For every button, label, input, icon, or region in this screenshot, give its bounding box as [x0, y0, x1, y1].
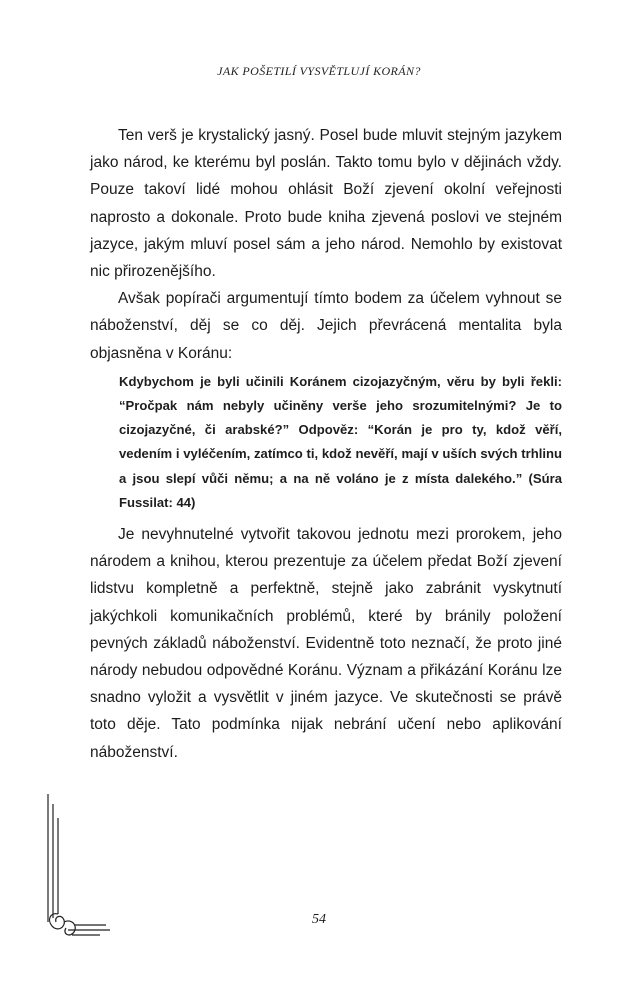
- quote-text: Kdybychom je byli učinili Koránem cizojazyčným, věru by byli řekli: “Pročpak nám nebyly učiněny verše jeho srozumitelnými? Je to cizojazyčné, či arabské?” Odpověz: “Korán je pro ty, kdož věří, vedením i vyléčením, zatímco ti, kdož nevěří, mají v uších svých trhlinu a jsou slepí vůči němu; a na ně voláno je z místa dalekého.”: [119, 373, 562, 486]
- page-number: 54: [312, 912, 326, 927]
- paragraph-3: Je nevyhnutelné vytvořit takovou jednotu mezi prorokem, jeho národem a knihou, kterou prezentuje za účelem předat Boží zjevení lidstvu kompletně a perfektně, stejně jako zabránit vyskytnutí jakýchkoli komunikačních problémů, které by bránily položení pevných základů náboženství. Evidentně toto neznačí, že proto jiné národy nebudou odpovědné Koránu. Význam a přikázání Koránu lze snadno vyložit a vysvětlit v jiném jazyce. Ve skutečnosti se právě toto děje. Tato podmínka nijak nebrání učení nebo aplikování náboženství.: [90, 526, 562, 761]
- paragraph-2: Avšak popírači argumentují tímto bodem za účelem vyhnout se náboženství, děj se co děj. Jejich převrácená mentalita byla objasněna v Koránu:: [90, 290, 562, 362]
- running-header: JAK POŠETILÍ VYSVĚTLUJÍ KORÁN?: [217, 64, 421, 78]
- quote-reference: (Súra Fussilat: 44): [119, 470, 562, 510]
- paragraph-1: Ten verš je krystalický jasný. Posel bude mluvit stejným jazykem jako národ, ke kterému byl poslán. Takto tomu bylo v dějinách vždy. Pouze takoví lidé mohou ohlásit Boží zjevení okolní veřejnosti naprosto a dokonale. Proto bude kniha zjevená poslovi ve stejném jazyce, jakým mluví posel sám a jeho národ. Nemohlo by existovat nic přirozenějšího.: [90, 127, 562, 281]
- quran-quote: [119, 367, 562, 521]
- body-text: [90, 122, 562, 766]
